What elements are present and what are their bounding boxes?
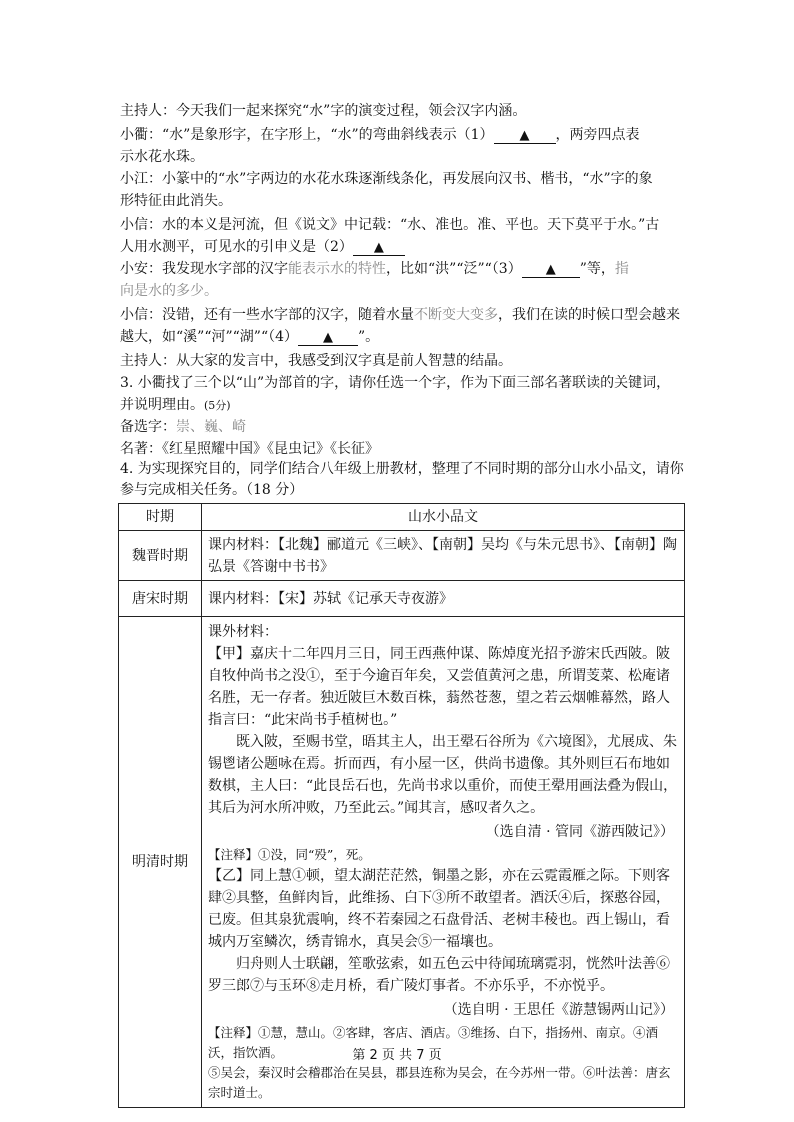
dialogue-text: “水”是象形字，在字形上，“水”的弯曲斜线表示（1） <box>162 127 494 143</box>
dialogue-text: 从大家的发言中，我感受到汉字真是前人智慧的结晶。 <box>176 353 512 369</box>
question-text: 4. 为实现探究目的，同学们结合八年级上册教材，整理了不同时期的部分山水小品文，请你 <box>120 461 684 477</box>
answer-blank-3[interactable] <box>522 262 580 278</box>
dialogue-line-host-outro <box>120 350 680 372</box>
dialogue-line-xiaoxin-2-cont <box>120 326 680 348</box>
period-cell: 明清时期 <box>119 617 202 1108</box>
question-points: (5分) <box>204 399 231 412</box>
dialogue-line-host-intro <box>120 100 680 122</box>
question-3-books <box>120 438 680 460</box>
question-text: 并说明理由。 <box>120 397 204 413</box>
question-3-stem <box>120 372 680 394</box>
dialogue-line-xiaoan-cont <box>120 280 680 302</box>
dialogue-text-faded: 能表示水的特性 <box>288 261 386 277</box>
dialogue-text-faded: 向是水的多少。 <box>120 283 218 299</box>
material-label: 课外材料： <box>208 624 278 640</box>
landscape-essay-table <box>118 503 685 1108</box>
dialogue-line-xiaoxin-1 <box>120 214 680 236</box>
dialogue-text: 形特征由此消失。 <box>120 193 232 209</box>
dialogue-line-xiaoqu <box>120 124 680 146</box>
passage-yi-p2: 归舟则人士联翩，笙歌弦索，如五色云中待闻琉璃霓羽，恍然叶法善⑥罗三郎⑦与玉环⑧走月桥，看广陵灯事者。不亦乐乎，不亦悦乎。 <box>208 956 670 994</box>
passage-jia-note: 【注释】①没，同“殁”，死。 <box>208 847 371 862</box>
content-cell <box>202 531 685 581</box>
header-period: 时期 <box>119 504 202 531</box>
content-cell <box>202 617 685 1108</box>
dialogue-text: 今天我们一起来探究“水”字的演变过程，领会汉字内涵。 <box>176 103 527 119</box>
dialogue-text: 我发现水字部的汉字 <box>162 261 288 277</box>
question-3-stem-cont <box>120 394 680 417</box>
dialogue-text: 没错，还有一些水字部的汉字，随着水量 <box>162 307 414 323</box>
content-text: 课内材料：【北魏】郦道元《三峡》、【南朝】吴均《与朱元思书》、【南朝】陶弘景《答谢中书书》 <box>208 536 677 575</box>
dialogue-text-faded: 指 <box>614 261 629 277</box>
content-cell: 课内材料：【宋】苏轼《记承天寺夜游》 <box>202 581 685 617</box>
speaker-label: 小信： <box>120 217 162 233</box>
period-cell: 魏晋时期 <box>119 531 202 581</box>
passage-yi-note: ⑤吴会，秦汉时会稽郡治在吴县，郡县连称为吴会，在今苏州一带。⑥叶法善：唐玄宗时道士。 <box>208 1065 671 1100</box>
answer-blank-2[interactable] <box>353 240 405 256</box>
dialogue-text: 人用水测平，可见水的引申义是（2） <box>120 239 353 255</box>
answer-blank-1[interactable] <box>494 128 556 144</box>
table-row <box>119 581 685 617</box>
dialogue-text: 小篆中的“水”字两边的水花水珠逐渐线条化，再发展向汉书、楷书，“水”字的象 <box>162 171 653 187</box>
triangle-icon: ▲ <box>519 128 530 143</box>
passage-jia-p1: 【甲】嘉庆十二年四月三日，同王西燕仲谋、陈焯度光招予游宋氏西陂。陂自牧仲尚书之没①，至于今逾百年矣，又尝值黄河之患，所谓芰菜、松庵诸名胜，无一存者。独近陂巨木数百株，蓊然苍葱，望之若云烟帷幕然，路人指言曰：“此宋尚书手植树也。” <box>208 646 670 728</box>
answer-blank-4[interactable] <box>298 330 358 346</box>
dialogue-text: ，我们在读的时候口型会越来 <box>498 307 680 323</box>
dialogue-line-xiaoxin-2 <box>120 304 680 326</box>
books-list: 《红星照耀中国》《昆虫记》《长征》 <box>162 441 379 457</box>
question-4-stem-cont <box>120 479 680 501</box>
dialogue-text: ”。 <box>358 329 380 345</box>
dialogue-line-xiaoan <box>120 258 680 280</box>
period-cell: 唐宋时期 <box>119 581 202 617</box>
dialogue-text: ，比如“洪”“泛”“（3） <box>386 261 522 277</box>
table-row-mingqing <box>119 617 685 1108</box>
passage-yi-p1: 【乙】同上慧①顿，望太湖茫茫然，铜墨之影，亦在云霓霞雁之际。下则客肆②具整，鱼鲜肉旨，此维扬、白下③所不敢望者。酒沃④后，探憨谷园，已废。但其泉犹震响，终不若秦园之石盘骨活、老树丰稜也。西上锡山，看城内万室鳞次，绣青锦水，真吴会⑤一福壤也。 <box>208 868 670 950</box>
options-label: 备选字： <box>120 419 176 435</box>
speaker-label: 小衢： <box>120 127 162 143</box>
dialogue-line-xiaojiang <box>120 168 680 190</box>
triangle-icon: ▲ <box>545 262 556 277</box>
question-text: 3. 小衢找了三个以“山”为部首的字，请你任选一个字，作为下面三部名著联读的关键词， <box>120 375 671 391</box>
header-content: 山水小品文 <box>202 504 685 531</box>
page-footer: 第 2 页 共 7 页 <box>352 1048 442 1063</box>
books-label: 名著： <box>120 441 162 457</box>
table-header-row <box>119 504 685 531</box>
question-3-options <box>120 416 680 438</box>
dialogue-text: ”等， <box>579 261 615 277</box>
dialogue-text: 越大，如“溪”“河”“湖”“（4） <box>120 329 299 345</box>
dialogue-text: 水的本义是河流，但《说文》中记载：“水、准也。准、平也。天下莫平于水。”古 <box>162 217 660 233</box>
question-text: 参与完成相关任务。（18 分） <box>120 482 304 498</box>
options-chars: 崇、巍、崎 <box>176 419 246 435</box>
dialogue-text-faded: 不断变大变多 <box>414 307 498 323</box>
question-4-stem <box>120 458 684 480</box>
dialogue-line-xiaoqu-cont <box>120 146 680 168</box>
speaker-label: 小信： <box>120 307 162 323</box>
speaker-label: 小安： <box>120 261 162 277</box>
dialogue-line-xiaoxin-1-cont <box>120 236 680 258</box>
dialogue-line-xiaojiang-cont <box>120 190 680 212</box>
triangle-icon: ▲ <box>323 330 334 345</box>
dialogue-text: 示水花水珠。 <box>120 149 204 165</box>
speaker-label: 主持人： <box>120 353 176 369</box>
passage-jia-p2: 既入陂，至赐书堂，晤其主人，出王翚石谷所为《六境图》，尤展成、朱锡鬯诸公题咏在焉。折而西，有小屋一区，供尚书遗像。其外则巨石布地如数棋，主人曰：“此艮岳石也，先尚书求以重价，而使王翚用画法叠为假山，其后为河水所冲败，乃至此云。”闻其言，感叹者久之。 <box>208 734 678 816</box>
triangle-icon: ▲ <box>373 240 384 255</box>
passage-jia-source: （选自清 · 管同《游西陂记》） <box>485 824 674 840</box>
passage-yi-source: （选自明 · 王思任《游慧锡两山记》） <box>443 1002 674 1018</box>
dialogue-text: ，两旁四点表 <box>555 127 640 143</box>
table-row <box>119 531 685 581</box>
speaker-label: 小江： <box>120 171 162 187</box>
speaker-label: 主持人： <box>120 103 176 119</box>
passage-yi-note: 【注释】①慧，慧山。②客肆，客店、酒店。③维扬、白下，指扬州、南京。④酒沃，指饮酒。 <box>208 1025 659 1060</box>
